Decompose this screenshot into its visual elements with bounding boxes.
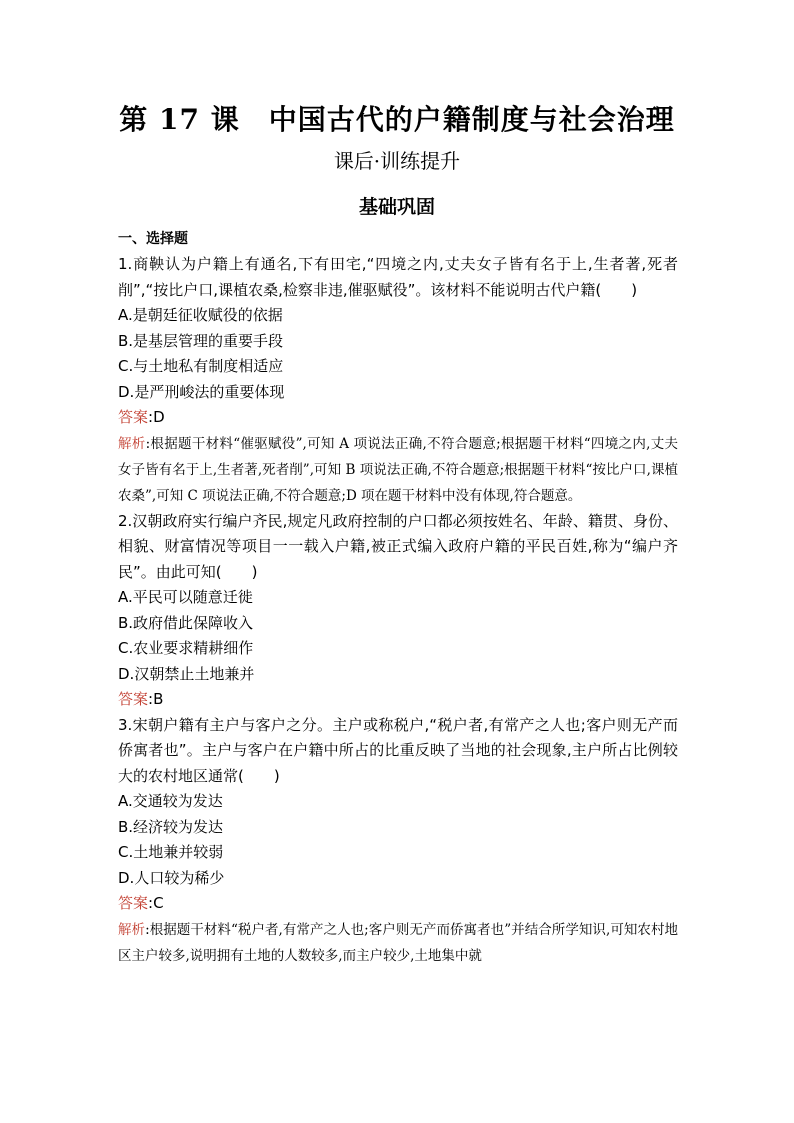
answer-label: 答案 [118, 408, 149, 426]
section-heading: 基础巩固 [358, 196, 435, 218]
question-3 [118, 713, 678, 969]
part-heading: 一、选择题 [118, 231, 188, 247]
answer-line [118, 405, 678, 431]
option-a: A.交通较为发达 [118, 792, 223, 810]
exercise-content [118, 228, 678, 969]
answer-value: :C [148, 894, 164, 912]
option-b: B.政府借此保障收入 [118, 613, 254, 632]
question-1 [118, 252, 678, 509]
lesson-subtitle: 课后·训练提升 [333, 149, 461, 173]
answer-value: :D [148, 408, 165, 426]
answer-label: 答案 [118, 894, 149, 912]
option-c: C.农业要求精耕细作 [118, 639, 254, 657]
analysis-label: 解析 [118, 921, 146, 938]
option-d: D.是严刑峻法的重要体现 [118, 382, 285, 401]
question-2 [118, 509, 678, 713]
option-c: C.与土地私有制度相适应 [118, 357, 284, 375]
option-a: A.是朝廷征收赋役的依据 [118, 306, 283, 324]
answer-line [118, 687, 678, 713]
analysis-paragraph [118, 917, 678, 969]
question-stem: 1.商鞅认为户籍上有通名,下有田宅,“四境之内,丈夫女子皆有名于上,生者著,死者削”,“按比户口,课植农桑,检察非违,催驱赋役”。该材料不能说明古代户籍( ) [118, 255, 678, 299]
answer-label: 答案 [118, 690, 149, 708]
answer-line [118, 891, 678, 917]
option-d: D.汉朝禁止土地兼并 [118, 664, 255, 683]
analysis-text: :根据题干材料“催驱赋役”,可知 A 项说法正确,不符合题意;根据题干材料“四境之内,丈夫女子皆有名于上,生者著,死者削”,可知 B 项说法正确,不符合题意;根据题干材料“按比户口,课植农桑”,可知 C 项说法正确,不符合题意;D 项在题干材料中没有体现,符合题意。 [118, 435, 678, 504]
option-a: A.平民可以随意迁徙 [118, 588, 253, 606]
analysis-text: :根据题干材料“税户者,有常产之人也;客户则无产而侨寓者也”并结合所学知识,可知农村地区主户较多,说明拥有土地的人数较多,而主户较少,土地集中就 [118, 921, 678, 964]
question-stem: 2.汉朝政府实行编户齐民,规定凡政府控制的户口都必须按姓名、年龄、籍贯、身份、相貌、财富情况等项目一一载入户籍,被正式编入政府户籍的平民百姓,称为“编户齐民”。由此可知( ) [118, 511, 678, 581]
lesson-title: 第 17 课 中国古代的户籍制度与社会治理 [119, 103, 675, 136]
option-c: C.土地兼并较弱 [118, 843, 224, 861]
option-d: D.人口较为稀少 [118, 868, 225, 887]
question-stem: 3.宋朝户籍有主户与客户之分。主户或称税户,“税户者,有常产之人也;客户则无产而侨寓者也”。主户与客户在户籍中所占的比重反映了当地的社会现象,主户所占比例较大的农村地区通常( ) [118, 715, 678, 785]
analysis-label: 解析 [118, 435, 146, 452]
option-b: B.经济较为发达 [118, 817, 224, 836]
answer-value: :B [148, 690, 164, 708]
option-b: B.是基层管理的重要手段 [118, 331, 284, 350]
analysis-paragraph [118, 431, 678, 509]
